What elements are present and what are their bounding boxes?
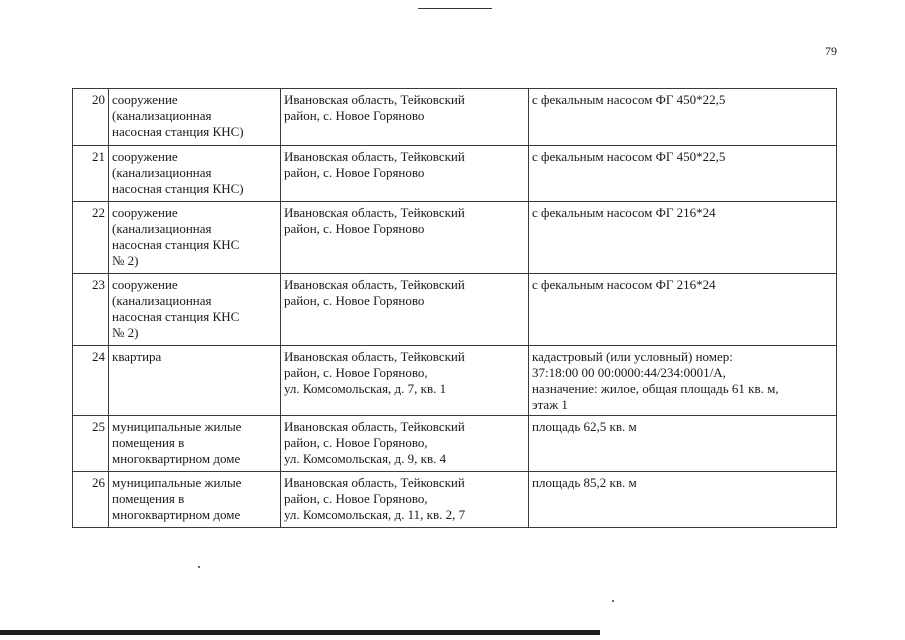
row-number-line: 22 [92,205,105,220]
row-number-line: 25 [92,419,105,434]
object-name [109,89,281,146]
object-address [281,346,529,416]
object-details-line: с фекальным насосом ФГ 450*22,5 [532,92,726,107]
object-address-line: Ивановская область, Тейковский [284,92,465,107]
object-name [109,202,281,274]
object-details-line: кадастровый (или условный) номер: [532,349,733,364]
object-name-line: сооружение [112,149,178,164]
object-name-line: насосная станция КНС) [112,124,244,139]
object-details [529,202,837,274]
table-row [73,274,837,346]
object-details-line: с фекальным насосом ФГ 216*24 [532,277,716,292]
object-address [281,472,529,528]
object-name-line: насосная станция КНС [112,309,240,324]
table-row [73,416,837,472]
object-address-line: Ивановская область, Тейковский [284,277,465,292]
row-number [73,202,109,274]
object-details-line: с фекальным насосом ФГ 216*24 [532,205,716,220]
row-number [73,89,109,146]
row-number [73,416,109,472]
object-address-line: район, с. Новое Горяново [284,221,425,236]
object-name [109,416,281,472]
object-details [529,89,837,146]
object-name [109,274,281,346]
object-details [529,274,837,346]
row-number [73,472,109,528]
object-details [529,346,837,416]
object-name [109,346,281,416]
table-row [73,89,837,146]
object-name-line: насосная станция КНС [112,237,240,252]
row-number-line: 23 [92,277,105,292]
object-name-line: многоквартирном доме [112,451,241,466]
object-details [529,146,837,202]
object-name-line: (канализационная [112,108,212,123]
object-name-line: (канализационная [112,165,212,180]
object-address-line: Ивановская область, Тейковский [284,149,465,164]
row-number-line: 26 [92,475,105,490]
object-name-line: сооружение [112,205,178,220]
scan-edge-bar [0,630,600,635]
object-name [109,472,281,528]
row-number-line: 20 [92,92,105,107]
object-address-line: район, с. Новое Горяново [284,108,425,123]
object-details-line: площадь 85,2 кв. м [532,475,637,490]
object-address-line: район, с. Новое Горяново, [284,435,428,450]
object-details-line: назначение: жилое, общая площадь 61 кв. м, [532,381,779,396]
object-address [281,89,529,146]
table-row [73,146,837,202]
object-address-line: Ивановская область, Тейковский [284,205,465,220]
object-name-line: многоквартирном доме [112,507,241,522]
object-address-line: ул. Комсомольская, д. 7, кв. 1 [284,381,447,396]
table-row [73,202,837,274]
object-details-line: с фекальным насосом ФГ 450*22,5 [532,149,726,164]
scan-speck [198,566,200,568]
scan-speck [612,600,614,602]
object-name-line: (канализационная [112,221,212,236]
object-address-line: ул. Комсомольская, д. 11, кв. 2, 7 [284,507,466,522]
object-name-line: сооружение [112,92,178,107]
object-name-line: насосная станция КНС) [112,181,244,196]
top-rule [418,8,492,9]
object-name-line: № 2) [112,253,139,268]
object-address [281,274,529,346]
object-address-line: ул. Комсомольская, д. 9, кв. 4 [284,451,447,466]
object-address-line: район, с. Новое Горяново, [284,365,428,380]
object-address-line: район, с. Новое Горяново [284,293,425,308]
row-number-line: 21 [92,149,105,164]
object-name-line: (канализационная [112,293,212,308]
object-name-line: квартира [112,349,162,364]
object-name-line: помещения в [112,435,185,450]
object-details-line: 37:18:00 00 00:0000:44/234:0001/А, [532,365,726,380]
object-name-line: муниципальные жилые [112,419,242,434]
row-number [73,146,109,202]
object-address-line: район, с. Новое Горяново [284,165,425,180]
object-address [281,202,529,274]
object-address-line: Ивановская область, Тейковский [284,419,465,434]
table-row [73,346,837,416]
object-name [109,146,281,202]
object-details [529,472,837,528]
object-address-line: район, с. Новое Горяново, [284,491,428,506]
row-number-line: 24 [92,349,105,364]
object-name-line: муниципальные жилые [112,475,242,490]
object-details-line: площадь 62,5 кв. м [532,419,637,434]
object-details-line: этаж 1 [532,397,568,412]
row-number [73,346,109,416]
table-row [73,472,837,528]
object-address-line: Ивановская область, Тейковский [284,475,465,490]
object-name-line: сооружение [112,277,178,292]
object-name-line: № 2) [112,325,139,340]
object-address [281,416,529,472]
property-table [72,88,837,528]
object-address-line: Ивановская область, Тейковский [284,349,465,364]
page-number: 79 [825,44,837,58]
object-address [281,146,529,202]
row-number [73,274,109,346]
object-details [529,416,837,472]
object-name-line: помещения в [112,491,185,506]
